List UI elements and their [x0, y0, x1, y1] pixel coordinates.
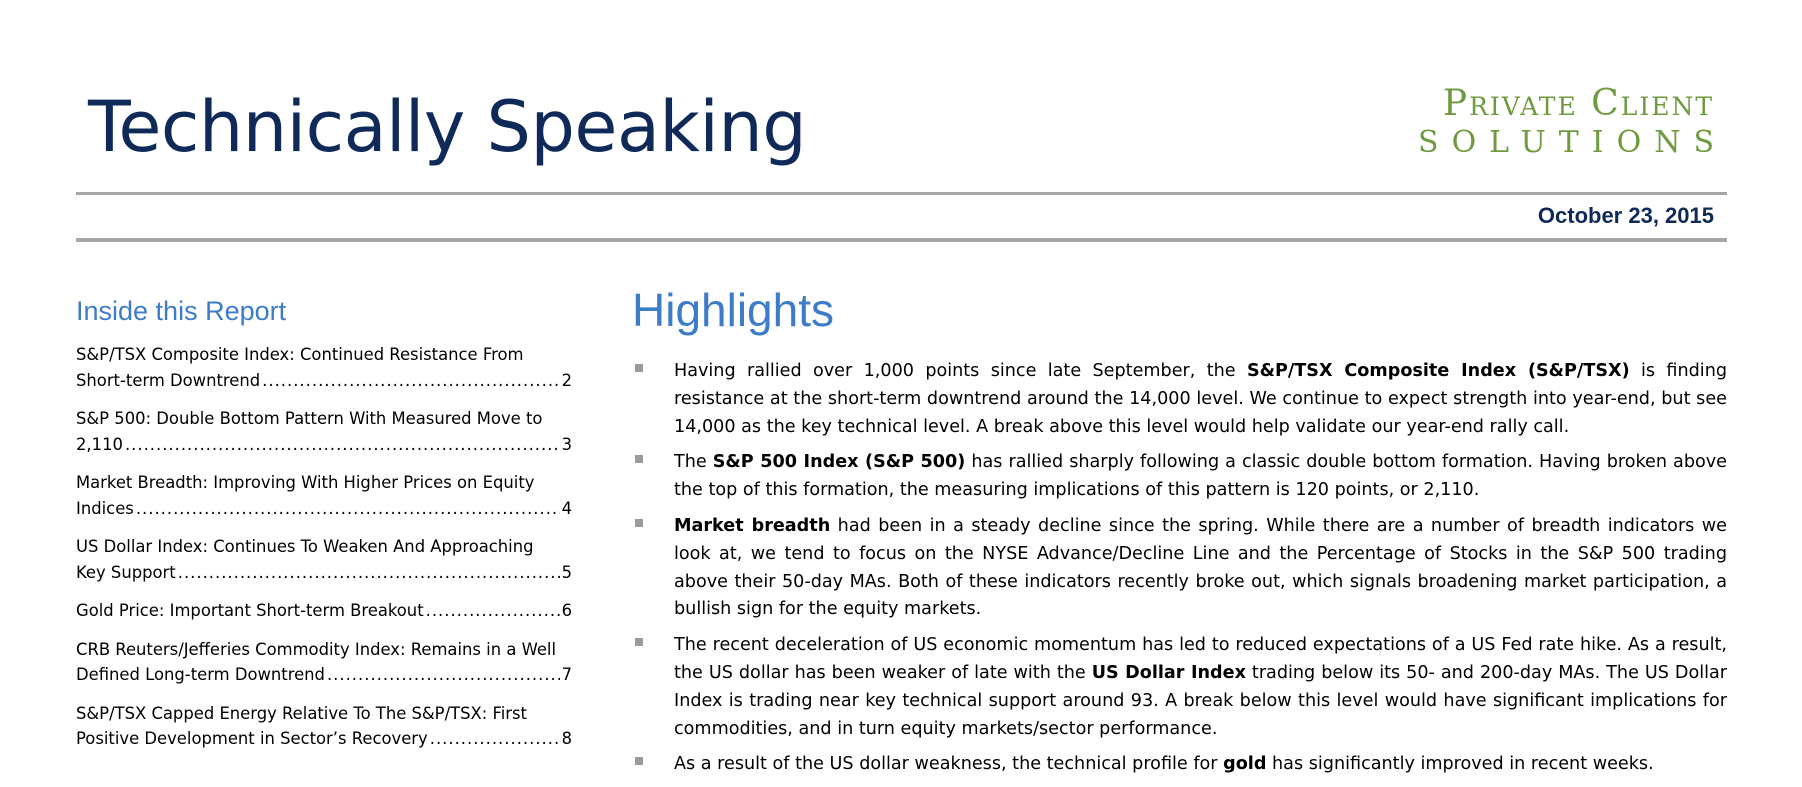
toc-item-entry-line — [76, 368, 572, 394]
table-of-contents — [76, 342, 572, 765]
header-divider-bottom — [76, 238, 1727, 242]
highlights-heading: Highlights — [632, 284, 834, 336]
bullet-keyword: gold — [1223, 754, 1267, 775]
report-date: October 23, 2015 — [1537, 203, 1714, 228]
toc-item-entry-line — [76, 726, 572, 752]
toc-leader-dots — [136, 496, 560, 522]
toc-item-title-line: S&P/TSX Capped Energy Relative To The S&P/TSX: First — [76, 703, 527, 723]
highlight-bullet: As a result of the US dollar weakness, the technical profile for gold has significantly improved in recent weeks. — [632, 751, 1727, 779]
highlight-bullet: The recent deceleration of US economic momentum has led to reduced expectations of a US Fed rate hike. As a result, the US dollar has been weaker of late with the US Dollar Index trading below its 50- and 200-day MAs. The US Dollar Index is trading near key technical support around 93. A break below this level would have significant implications for commodities, and in turn equity markets/sector performance. — [632, 632, 1727, 743]
highlight-bullet: Market breadth had been in a steady decline since the spring. While there are a number of breadth indicators we look at, we tend to focus on the NYSE Advance/Decline Line and the Percentage of Stocks in the S&P 500 trading above their 50-day MAs. Both of these indicators recently broke out, which signals broadening market participation, a bullish sign for the equity markets. — [632, 513, 1727, 624]
highlights-list — [632, 358, 1727, 787]
toc-leader-dots — [262, 368, 559, 394]
bullet-keyword: S&P 500 Index (S&P 500) — [712, 452, 966, 473]
toc-item[interactable] — [76, 598, 572, 624]
toc-item-title-line: S&P 500: Double Bottom Pattern With Measured Move to — [76, 409, 543, 428]
toc-item-title-line: CRB Reuters/Jefferies Commodity Index: Remains in a Well — [76, 639, 557, 659]
toc-item-title: 2,110 — [76, 434, 123, 454]
toc-item-title: Short-term Downtrend — [76, 370, 261, 390]
toc-item-title-line: S&P/TSX Composite Index: Continued Resistance From — [76, 345, 524, 364]
toc-leader-dots — [125, 432, 560, 458]
toc-item[interactable] — [76, 637, 572, 688]
toc-item-title: Positive Development in Sector’s Recovery — [76, 729, 428, 748]
toc-leader-dots — [327, 662, 560, 688]
bullet-square-icon — [635, 757, 643, 765]
bullet-square-icon — [635, 519, 643, 527]
bullet-keyword: US Dollar Index — [1091, 662, 1246, 683]
toc-item-page: 5 — [561, 562, 572, 582]
toc-item-page: 2 — [561, 370, 572, 390]
toc-item-title-line: Market Breadth: Improving With Higher Prices on Equity — [76, 473, 535, 492]
highlight-bullet: The S&P 500 Index (S&P 500) has rallied sharply following a classic double bottom formation. Having broken above the top of this formation, the measuring implications of this pattern is 120 points, or 2,110. — [632, 449, 1727, 505]
toc-leader-dots — [426, 598, 560, 624]
bullet-keyword: S&P/TSX Composite Index (S&P/TSX) — [1246, 361, 1630, 381]
bullet-square-icon — [635, 455, 643, 463]
toc-heading: Inside this Report — [76, 296, 287, 326]
toc-item-entry-line — [76, 560, 572, 586]
toc-item-entry-line — [76, 662, 572, 688]
toc-item[interactable] — [76, 701, 572, 752]
header-divider-top — [76, 192, 1727, 195]
logo-line-2: SOLUTIONS — [1418, 125, 1727, 160]
bullet-square-icon — [635, 364, 643, 372]
toc-leader-dots — [178, 560, 560, 586]
toc-item-page: 7 — [561, 665, 572, 684]
toc-item[interactable] — [76, 342, 572, 393]
toc-item[interactable] — [76, 406, 572, 457]
toc-item-page: 4 — [561, 498, 572, 518]
toc-item-page: 6 — [561, 601, 572, 620]
report-title: Technically Speaking — [88, 86, 807, 168]
bullet-keyword: Market breadth — [674, 515, 831, 536]
toc-leader-dots — [430, 726, 560, 752]
toc-item-title-line: US Dollar Index: Continues To Weaken And Approaching — [76, 537, 534, 556]
toc-item-title: Gold Price: Important Short-term Breakout — [76, 601, 424, 620]
highlight-bullet: Having rallied over 1,000 points since late September, the S&P/TSX Composite Index (S&P/TSX) is finding resistance at the short-term downtrend around the 14,000 level. We continue to expect strength into year-end, but see 14,000 as the key technical level. A break above this level would help validate our year-end rally call. — [632, 358, 1727, 441]
toc-item-entry-line — [76, 598, 572, 624]
toc-item-entry-line — [76, 432, 572, 458]
toc-item-entry-line — [76, 496, 572, 522]
toc-item-title: Indices — [76, 498, 134, 518]
toc-item[interactable] — [76, 534, 572, 585]
toc-item-page: 8 — [561, 729, 572, 748]
bullet-square-icon — [635, 638, 643, 646]
logo-line-1: Private Client — [1442, 83, 1714, 124]
toc-item-page: 3 — [561, 434, 572, 454]
toc-item-title: Key Support — [76, 562, 176, 582]
private-client-solutions-logo — [1418, 83, 1727, 160]
toc-item[interactable] — [76, 470, 572, 521]
toc-item-title: Defined Long-term Downtrend — [76, 665, 325, 684]
